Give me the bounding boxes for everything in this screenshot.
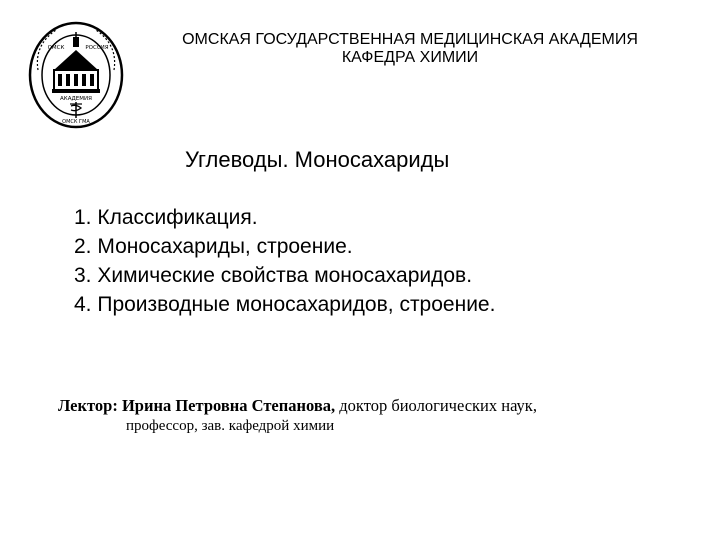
institution-header (150, 31, 670, 67)
seal-text-top-left: ОМСК (47, 45, 65, 51)
lecture-title: Углеводы. Моносахариды (185, 147, 450, 172)
lecturer-degree: доктор биологических наук, (339, 396, 537, 415)
topic-item: 4. Производные моносахаридов, строение. (74, 293, 496, 316)
lecturer-position: профессор, зав. кафедрой химии (126, 418, 335, 434)
topic-item: 1. Классификация. (74, 206, 258, 229)
seal-text-top-right: РОССИЯ (85, 45, 109, 51)
lecturer-info (58, 396, 537, 436)
department-name: КАФЕДРА ХИМИИ (341, 49, 479, 66)
topic-item: 3. Химические свойства моносахаридов. (74, 264, 473, 287)
seal-text-middle: АКАДЕМИЯ (60, 96, 92, 102)
topic-item: 2. Моносахариды, строение. (74, 235, 353, 258)
institution-name: ОМСКАЯ ГОСУДАРСТВЕННАЯ МЕДИЦИНСКАЯ АКАДЕМИЯ (182, 31, 638, 48)
lecturer-name: Ирина Петровна Степанова, (121, 396, 336, 415)
lecturer-label: Лектор: (58, 396, 118, 415)
topic-list (74, 203, 495, 319)
seal-text-bottom: ОМСК ГМА (62, 119, 90, 125)
academy-seal-icon (26, 20, 126, 130)
